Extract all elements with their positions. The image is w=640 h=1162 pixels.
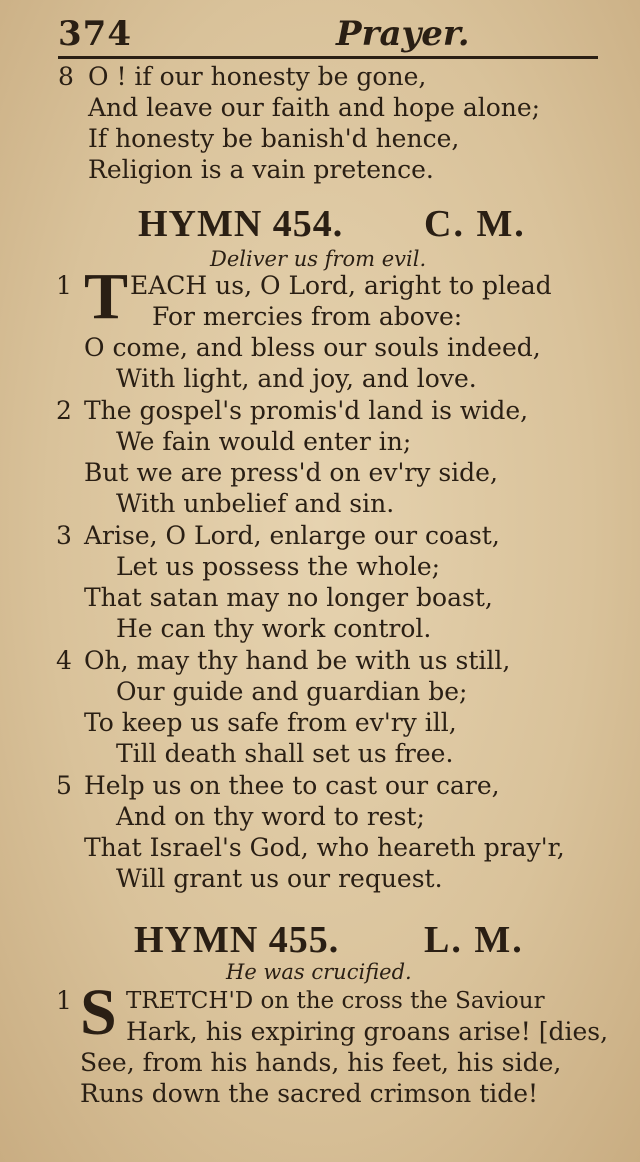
verse-number: 1 bbox=[56, 986, 72, 1015]
verse-line: We fain would enter in; bbox=[116, 427, 412, 456]
verse-line: If honesty be banish'd hence, bbox=[88, 124, 460, 153]
verse-line: Religion is a vain pretence. bbox=[88, 155, 434, 184]
verse-number: 2 bbox=[56, 396, 72, 425]
verse-line: Help us on thee to cast our care, bbox=[84, 771, 500, 800]
running-title: Prayer. bbox=[336, 14, 470, 54]
verse-line: Oh, may thy hand be with us still, bbox=[84, 646, 511, 675]
verse-line: O ! if our honesty be gone, bbox=[88, 62, 427, 91]
verse-line: And on thy word to rest; bbox=[116, 802, 425, 831]
drop-cap: S bbox=[80, 976, 117, 1049]
hymn-subtitle: He was crucified. bbox=[226, 960, 412, 984]
verse-line: TRETCH'D on the cross the Saviour bbox=[126, 988, 545, 1014]
verse-line: Our guide and guardian be; bbox=[116, 677, 468, 706]
hymn-title: HYMN 454. bbox=[138, 203, 344, 245]
header-rule bbox=[58, 56, 598, 59]
hymn-title: HYMN 455. bbox=[134, 919, 340, 961]
verse-line: He can thy work control. bbox=[116, 614, 432, 643]
verse-line: For mercies from above: bbox=[152, 302, 463, 331]
verse-line: And leave our faith and hope alone; bbox=[88, 93, 541, 122]
verse-line: The gospel's promis'd land is wide, bbox=[84, 396, 529, 425]
drop-cap: T bbox=[84, 260, 129, 333]
verse-line: To keep us safe from ev'ry ill, bbox=[84, 708, 457, 737]
verse-number: 5 bbox=[56, 771, 72, 800]
hymn-subtitle: Deliver us from evil. bbox=[210, 247, 427, 271]
verse-number: 4 bbox=[56, 646, 72, 675]
verse-line: With light, and joy, and love. bbox=[116, 364, 477, 393]
page-header bbox=[58, 14, 598, 56]
verse-line: Arise, O Lord, enlarge our coast, bbox=[84, 521, 500, 550]
verse-line: That Israel's God, who heareth pray'r, bbox=[84, 833, 565, 862]
hymn-meter: C. M. bbox=[424, 203, 526, 245]
verse-line: O come, and bless our souls indeed, bbox=[84, 333, 541, 362]
verse-line: But we are press'd on ev'ry side, bbox=[84, 458, 498, 487]
verse-line: That satan may no longer boast, bbox=[84, 583, 493, 612]
verse-line: With unbelief and sin. bbox=[116, 489, 395, 518]
verse-line: Hark, his expiring groans arise! [dies, bbox=[126, 1017, 609, 1046]
verse-line: Till death shall set us free. bbox=[116, 739, 454, 768]
verse-line: Will grant us our request. bbox=[116, 864, 443, 893]
verse-number: 3 bbox=[56, 521, 72, 550]
verse-number: 1 bbox=[56, 271, 72, 300]
verse-line: Runs down the sacred crimson tide! bbox=[80, 1079, 539, 1108]
verse-line: Let us possess the whole; bbox=[116, 552, 441, 581]
page-number: 374 bbox=[58, 14, 132, 54]
verse-line: EACH us, O Lord, aright to plead bbox=[130, 271, 552, 300]
verse-number: 8 bbox=[58, 62, 74, 91]
hymn-meter: L. M. bbox=[424, 919, 524, 961]
verse-line: See, from his hands, his feet, his side, bbox=[80, 1048, 562, 1077]
